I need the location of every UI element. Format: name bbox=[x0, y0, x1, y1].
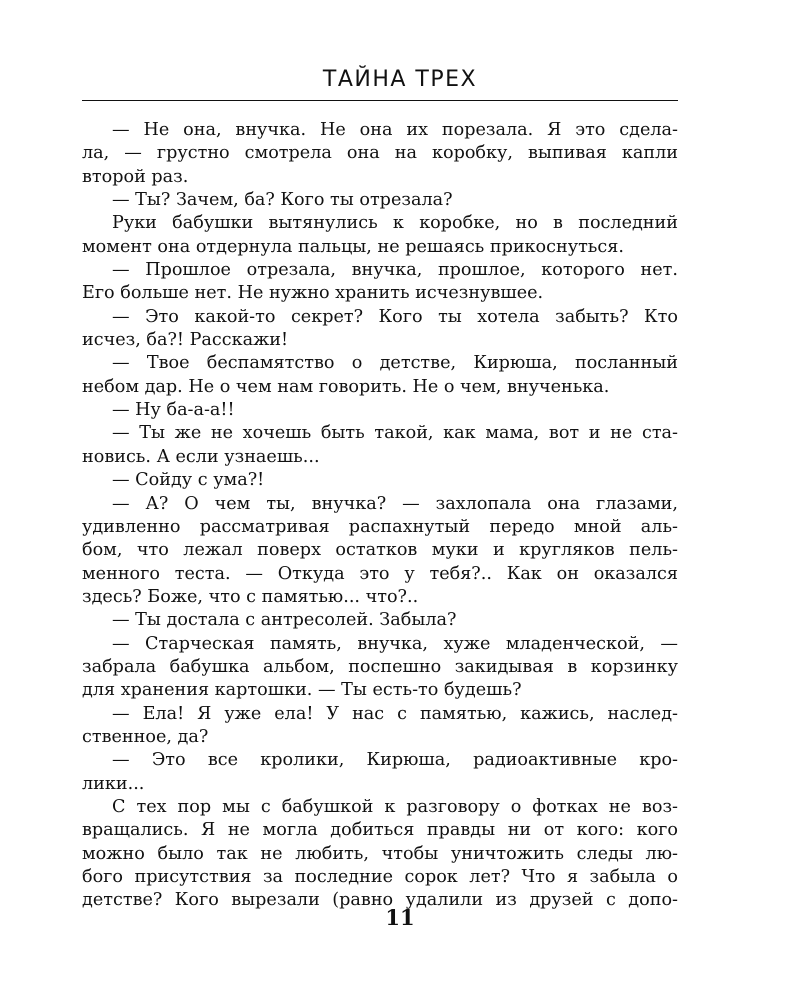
text-line: вращались. Я не могла добиться правды ни от кого: кого bbox=[82, 820, 678, 841]
text-line: Руки бабушки вытянулись к коробке, но в последний bbox=[112, 213, 678, 234]
text-line: — Прошлое отрезала, внучка, прошлое, которого нет. bbox=[112, 260, 678, 281]
text-line: — Не она, внучка. Не она их порезала. Я это сдела- bbox=[112, 120, 678, 140]
text-line: — Ты? Зачем, ба? Кого ты отрезала? bbox=[112, 190, 453, 211]
text-line: удивленно рассматривая распахнутый передо мной аль- bbox=[82, 516, 678, 537]
running-head-title: ТАЙНА ТРЕХ bbox=[322, 67, 478, 92]
text-line: небом дар. Не о чем нам говорить. Не о чем, внученька. bbox=[82, 376, 610, 397]
page-number: 11 bbox=[385, 905, 415, 930]
text-line: С тех пор мы с бабушкой к разговору о фотках не воз- bbox=[112, 796, 678, 817]
text-line: — Это все кролики, Кирюша, радиоактивные кро- bbox=[112, 750, 678, 771]
text-line: исчез, ба?! Расскажи! bbox=[82, 330, 289, 351]
text-line: — Ты достала с антресолей. Забыла? bbox=[112, 610, 457, 631]
text-line: — Сойду с ума?! bbox=[112, 470, 265, 491]
text-line: — Ты же не хочешь быть такой, как мама, вот и не ста- bbox=[112, 423, 678, 444]
text-line: можно было так не любить, чтобы уничтожить следы лю- bbox=[82, 843, 678, 864]
text-line: — Твое беспамятство о детстве, Кирюша, посланный bbox=[112, 353, 678, 374]
text-line: второй раз. bbox=[82, 166, 189, 187]
text-line: — А? О чем ты, внучка? — захлопала она глазами, bbox=[112, 493, 678, 514]
text-line: — Ела! Я уже ела! У нас с памятью, кажись, наслед- bbox=[112, 703, 678, 724]
text-line: Его больше нет. Не нужно хранить исчезнувшее. bbox=[82, 283, 544, 304]
body-text bbox=[82, 119, 678, 913]
text-line: бого присутствия за последние сорок лет? Что я забыла о bbox=[82, 867, 678, 887]
text-line: ственное, да? bbox=[82, 726, 209, 747]
text-line: бом, что лежал поверх остатков муки и кругляков пель- bbox=[82, 540, 678, 561]
text-line: детстве? Кого вырезали (равно удалили из друзей с допо- bbox=[82, 890, 678, 911]
header-rule bbox=[82, 100, 678, 101]
text-line: — Ну ба-а-а!! bbox=[112, 400, 235, 421]
text-line: для хранения картошки. — Ты есть-то будешь? bbox=[82, 680, 522, 701]
text-line: лики... bbox=[82, 773, 145, 794]
text-line: — Старческая память, внучка, хуже младенческой, — bbox=[112, 633, 678, 654]
text-line: новись. А если узнаешь... bbox=[82, 446, 320, 467]
text-line: — Это какой-то секрет? Кого ты хотела забыть? Кто bbox=[112, 306, 678, 327]
text-line: здесь? Боже, что с памятью... что?.. bbox=[82, 586, 419, 607]
text-line: менного теста. — Откуда это у тебя?.. Как он оказался bbox=[82, 563, 678, 584]
text-line: забрала бабушка альбом, поспешно закидывая в корзинку bbox=[82, 656, 678, 677]
text-line: ла, — грустно смотрела она на коробку, выпивая капли bbox=[82, 143, 678, 164]
text-line: момент она отдернула пальцы, не решаясь прикоснуться. bbox=[82, 236, 624, 257]
